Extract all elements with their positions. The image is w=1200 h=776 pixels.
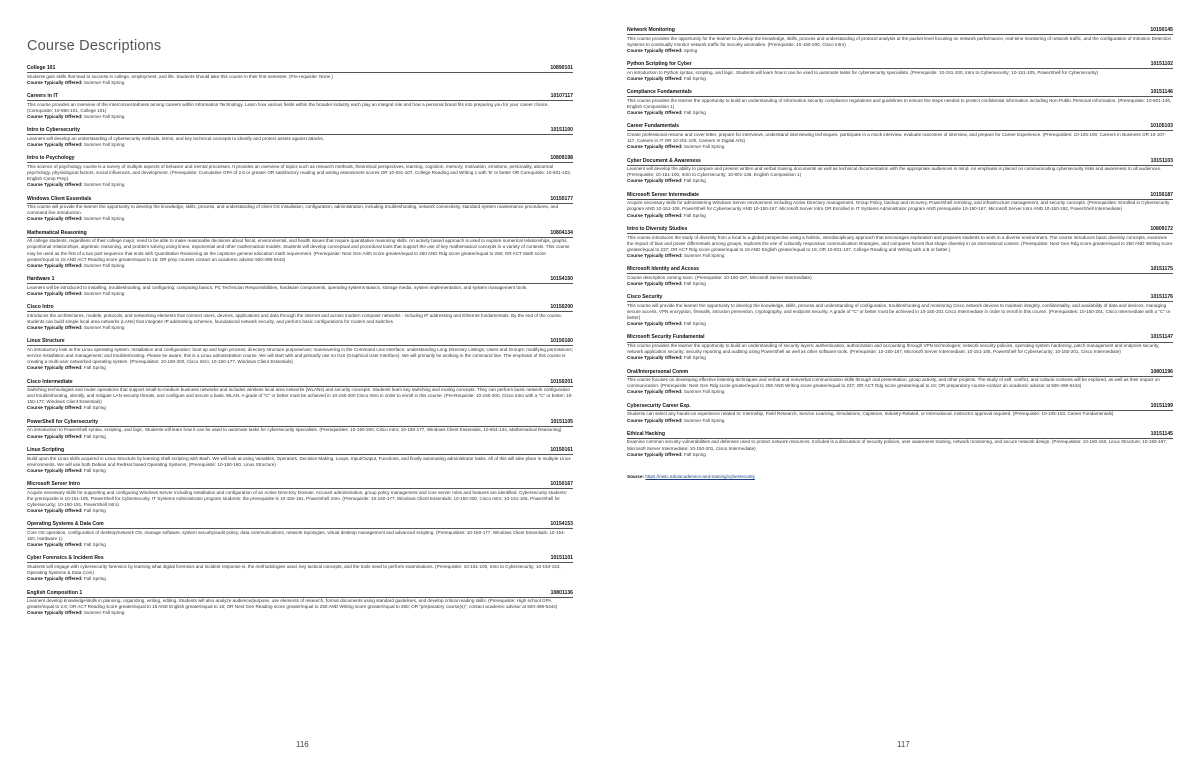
offered-label: Course Typically Offered:	[27, 290, 83, 296]
source-line	[627, 474, 1173, 479]
course-description: Students will engage with cybersecurity forensics by learning what digital forensics and incident response is, the methodologies used, key tactical concepts, and the tools need to perform examinations. (Prerequisite: 10-151-100, Intro to Cybersecurity; 10-154-153, Operating Systems & Data Com)	[27, 564, 561, 576]
course-header	[27, 155, 573, 163]
course-description: An introduction to Python syntax, scripting, and logic. Students will learn how it can be used to automate tasks for cybersecurity specialists. (Prerequisite: 10-151-100, Intro to Cybersecurity; 10-151-105, PowerShell for Cybersecurity)	[627, 69, 1099, 75]
course-entry	[627, 89, 1173, 116]
course-code: 10804134	[550, 229, 573, 236]
offered-label: Course Typically Offered:	[627, 355, 683, 361]
course-entry	[627, 369, 1173, 396]
offered-terms: Fall Spring	[683, 75, 706, 81]
offered-terms: Summer Fall Spring	[83, 262, 125, 268]
course-header	[627, 266, 1173, 274]
course-header	[627, 431, 1173, 439]
course-code: 10150177	[550, 195, 573, 202]
course-header	[27, 555, 573, 563]
course-entry	[27, 65, 573, 86]
course-offered	[627, 452, 1173, 458]
offered-terms: Fall Spring	[83, 542, 106, 548]
course-code: 10890101	[550, 65, 573, 71]
course-name: Career Fundamentals	[627, 123, 680, 130]
offered-label: Course Typically Offered:	[27, 542, 83, 548]
offered-terms: Fall Spring	[83, 405, 106, 411]
course-name: Cisco Intermediate	[27, 378, 73, 385]
course-description: Students can select any hands-on experience related to: Internship, Field Research, Service Learning, Simulations, Capstone, Industry-Related, or International. Instructor approval required. (Prerequisite: 10-105-103, Career Fundamentals)	[627, 411, 1114, 417]
course-offered	[27, 508, 573, 514]
course-description: Acquire necessary skills for supporting and configuring Windows Server including installation and configuration of an Active Directory Domain. Account administration, group policy management and core server roles and features are identified. Cybersecurity students: the prerequisite is 10-151-105, PowerShell for Cybersecurity. IT Systems Administrator program students: the prerequisite is 10-150-191, PowerShell Intro. (Prerequisite: 10-150-177, Windows Client Essentials; 10-150-200, Cisco Intro; 10-151-105, PowerShell for Cybersecurity; 10-150-191, PowerShell Intro)	[27, 489, 568, 507]
offered-terms: Fall Spring	[683, 212, 706, 218]
course-description: This course will provide the learner the opportunity to develop the knowledge, skills, process and understanding of configuration, troubleshooting and monitoring Cisco network devices to maintain integrity, confidentiality, and availability of data and devices, managing secure access, VPN encryption, firewalls, intrusion prevention, cryptography, and endpoint security. A grade of "C" or better must be achieved in 10-150-201 Cisco Intermediate in order to enroll in this course. (Prerequisites: 10-150-201, Cisco Intermediate with a "C" or better)	[627, 302, 1171, 321]
course-header	[627, 294, 1173, 302]
course-entry	[27, 93, 573, 120]
course-name: Microsoft Security Fundamental	[627, 334, 705, 341]
course-name: Network Monitoring	[627, 27, 675, 33]
course-offered	[27, 365, 573, 371]
offered-label: Course Typically Offered:	[627, 451, 683, 457]
course-code: 10151102	[1150, 61, 1173, 68]
course-entry	[27, 127, 573, 148]
offered-label: Course Typically Offered:	[27, 365, 83, 371]
course-description: Students gain skills that lead to success in college, employment, and life. Students should take this course in their first semester. (Pre-requisite: None.)	[27, 73, 333, 79]
offered-label: Course Typically Offered:	[627, 75, 683, 81]
course-offered	[27, 291, 573, 297]
course-offered	[27, 405, 573, 411]
course-name: Intro to Psychology	[27, 155, 75, 162]
offered-label: Course Typically Offered:	[27, 182, 83, 188]
course-offered	[27, 216, 573, 222]
offered-label: Course Typically Offered:	[27, 610, 83, 616]
offered-terms: Summer Fall Spring	[83, 610, 125, 616]
offered-label: Course Typically Offered:	[27, 576, 83, 582]
offered-terms: Summer Fall Spring	[683, 389, 725, 395]
offered-terms: Fall Spring	[683, 280, 706, 286]
offered-label: Course Typically Offered:	[627, 212, 683, 218]
offered-label: Course Typically Offered:	[627, 144, 683, 150]
course-name: Careers in IT	[27, 93, 58, 100]
course-name: Compliance Fundamentals	[627, 89, 692, 96]
course-code: 10150160	[550, 338, 573, 345]
course-offered	[27, 434, 573, 440]
offered-label: Course Typically Offered:	[27, 405, 83, 411]
course-description: Learners develop knowledge/skills in planning, organizing, writing, editing. Students will also analyze audience/purpose, use elements of research, format documents using standard guidelines, and develop critical reading skills. (Prerequisite: High school GPA greater/equal to 2.6; OR ACT Reading score greater/equal to 16 AND English greater/equal to 18; OR Next Gen Reading score greater/equal to 250 AND Writing score greater/equal to 260; OR "preparatory course(s)", contact academic advisor at 920-498-5444)	[27, 598, 558, 610]
course-code: 10107117	[550, 93, 573, 100]
course-offered	[627, 178, 1173, 184]
course-header	[627, 61, 1173, 69]
offered-label: Course Typically Offered:	[627, 252, 683, 258]
course-name: Microsoft Identity and Access	[627, 266, 699, 273]
offered-terms: Spring	[683, 47, 698, 53]
offered-label: Course Typically Offered:	[627, 389, 683, 395]
course-name: Hardware 1	[27, 276, 55, 283]
course-name: Microsoft Server Intermediate	[627, 191, 699, 198]
course-entry	[627, 431, 1173, 458]
course-offered	[627, 418, 1173, 424]
course-description: This course focuses on developing effective listening techniques and verbal and nonverbal communication skills through oral presentation, group activity, and other projects. The study of self, conflict, and cultural contexts will be explored, as well as their impact on communication. (Prerequisite: Next Gen Rdg score greater/equal to 250 AND Writing score greater/equal to 237; OR ACT Rdg score greater/equal to 16; OR preparatory course-contact an academic advisor at 920-498-5444)	[627, 377, 1160, 389]
source-label: Source:	[627, 473, 645, 479]
course-entry	[627, 27, 1173, 54]
course-code: 10151146	[1150, 89, 1173, 96]
offered-terms: Fall Spring	[83, 576, 106, 582]
course-description: Course description coming soon. (Prerequisite: 10-150-187, Microsoft Server Intermediate)	[627, 274, 812, 280]
course-entry	[27, 447, 573, 474]
course-code: 10151176	[1150, 294, 1173, 301]
course-entry	[627, 192, 1173, 219]
course-entry	[627, 123, 1173, 150]
course-description: Learners will develop an understanding of cybersecurity methods, terms, and key technical concepts to identify and protect assets against attacks.	[27, 135, 324, 141]
offered-label: Course Typically Offered:	[627, 47, 683, 53]
offered-label: Course Typically Offered:	[627, 321, 683, 327]
course-entry	[27, 196, 573, 223]
course-description: This course provides an overview of the interconnectedness among careers within Information Technology. Learn how various fields within the broader industry each play an integral role and how a personal brand fits into preparing you for your career choice. (Corequisite: 10-890-101, College 101)	[27, 101, 549, 113]
course-code: 10150187	[1150, 191, 1173, 198]
course-code: 10151175	[1150, 266, 1173, 273]
course-entry	[27, 155, 573, 188]
offered-terms: Summer Fall Spring	[83, 79, 125, 85]
right-page	[600, 0, 1200, 776]
course-code: 10150161	[550, 446, 573, 453]
course-offered	[27, 142, 573, 148]
course-description: This course provides the learner the opportunity to build an understanding of information security compliance regulations and guidelines to ensure the steps needed to protect confidential information including Non-Public Personal Information. (Prerequisite: 10-801-136, English Composition 1)	[627, 97, 1172, 109]
course-offered	[627, 110, 1173, 116]
course-header	[627, 403, 1173, 411]
offered-terms: Fall Spring	[683, 110, 706, 116]
course-offered	[627, 321, 1173, 327]
course-entry	[627, 61, 1173, 82]
course-description: Acquire necessary skills for administering Windows Server environment including Active Directory management, Group Policy, backup and recovery, PowerShell remoting, and infrastructure management, and security concepts. (Prerequisites: Enrolled in Cybersecurity program AND 10-151-105, PowerShell for Cybersecurity AND 10-150-167, Microsoft Server Intro OR Enrolled in IT Systems Administrator program AND prerequisite 10-150-167, Microsoft Server Intro AND 10-150-192, PowerShell Intermediate)	[627, 200, 1170, 212]
course-offered	[27, 468, 573, 474]
offered-terms: Fall Spring	[683, 355, 706, 361]
course-name: Mathematical Reasoning	[27, 229, 87, 236]
course-name: Cyber Forensics & Incident Res	[27, 555, 104, 562]
course-header	[27, 230, 573, 238]
course-name: Python Scripting for Cyber	[627, 61, 692, 68]
course-name: Windows Client Essentials	[27, 195, 92, 202]
course-offered	[627, 253, 1173, 259]
course-header	[627, 123, 1173, 131]
course-description: Examine common security vulnerabilities and defenses used to protect network resources. Included is a discussion of security policies, user awareness training, network monitoring, and secure network design. (Prerequisites: 10-150-160, Linux Structure; 10-150-187, Microsoft Server Intermediate; 10-150-201, Cisco Intermediate)	[627, 439, 1168, 451]
course-description: All college students, regardless of their college major, need to be able to make reasonable decisions about fiscal, environmental, and health issues that require quantitative reasoning skills. An activity based approach is used to explore numerical relationships, graphs, proportional relationships, algebraic reasoning, and problem solving using linear, exponential and other mathematical models. Students will develop conceptual and procedural tools that support the use of key mathematical concepts in a variety of contexts. This course may be used as the first of a two part sequence that ends with Quantitative Reasoning as the capstone general education math requirement. (Prerequisite: Next Gen Arith score greater/equal to 250 AND Rdg score greater/equal to 250; OR ACT Math score greater/equal to 15 AND ACT Reading score greater/equal to 16; OR prep courses contact an academic advisor 920-498-5444)	[27, 238, 570, 262]
course-name: Cisco Intro	[27, 304, 54, 311]
course-description: Learners will be introduced to installing, troubleshooting, and configuring: computing basics, PC Technician Responsibilities, hardware components, operating systems Basics, storage media, system implementation, and system management tools.	[27, 284, 528, 290]
course-name: Operating Systems & Data Com	[27, 521, 104, 528]
course-name: Oral/Interpersonal Comm	[627, 368, 689, 375]
source-link[interactable]: https://nwtc.edu/academics-and-training/cybersecurity	[645, 473, 755, 479]
offered-terms: Summer Fall Spring	[683, 144, 725, 150]
course-code: 10151199	[1150, 402, 1173, 409]
course-code: 10150167	[550, 480, 573, 487]
course-entry	[627, 334, 1173, 361]
course-entry	[27, 304, 573, 331]
course-header	[627, 226, 1173, 234]
course-code: 10105103	[1150, 123, 1173, 130]
course-name: Linux Scripting	[27, 446, 65, 453]
offered-terms: Summer Fall Spring	[83, 142, 125, 147]
course-entry	[627, 294, 1173, 327]
offered-label: Course Typically Offered:	[27, 433, 83, 439]
course-name: Cisco Security	[627, 294, 663, 301]
offered-terms: Summer Fall Spring	[683, 252, 725, 258]
page-title: Course Descriptions	[27, 38, 162, 54]
course-name: Cyber Document & Awareness	[627, 157, 701, 164]
course-code: 10151145	[1150, 430, 1173, 437]
course-name: Linux Structure	[27, 338, 65, 345]
course-header	[627, 158, 1173, 166]
course-entry	[27, 230, 573, 269]
offered-terms: Summer Fall Spring	[83, 324, 125, 330]
offered-terms: Fall Spring	[83, 433, 106, 439]
course-description: This science of psychology course is a survey of multiple aspects of behavior and mental processes. It provides an overview of topics such as research methods, theoretical perspectives, learning, cognition, memory, motivation, emotions, personality, abnormal psychology, physiological factors, social influences, and development. (Prerequisite: Cumulative GPA of 2.6 or greater OR satisfactory reading and writing assessment scores OR 10-831-107, College Reading and Writing 1 with 'B' or better OR Corequisite: 10-831-102, English Comp Prep).	[27, 163, 572, 182]
course-offered	[627, 76, 1173, 82]
course-entry	[27, 555, 573, 582]
offered-terms: Summer Fall Spring	[683, 417, 725, 423]
offered-terms: Fall Spring	[683, 321, 706, 327]
offered-terms: Fall Spring	[83, 507, 106, 513]
course-offered	[27, 114, 573, 120]
course-name: Ethical Hacking	[627, 430, 665, 437]
offered-terms: Summer Fall Spring	[83, 182, 125, 188]
offered-label: Course Typically Offered:	[27, 113, 83, 119]
course-code: 10150201	[550, 378, 573, 385]
course-description: Create professional resume and cover letter, prepare for interviews, understand interviewing techniques, participate in a mock interview, evaluate outcomes of interview, and prepare for Career Experience. (Prerequisites: 10-105-100, Careers in Business OR 10-107-117, Careers in IT OR 10-201-100, Careers In Digital Arts)	[627, 132, 1167, 144]
course-code: 10151105	[550, 418, 573, 425]
course-name: PowerShell for Cybersecurity	[27, 418, 99, 425]
course-header	[27, 590, 573, 598]
course-offered	[27, 542, 573, 548]
course-code: 10151147	[1150, 334, 1173, 341]
course-code: 10809198	[550, 155, 573, 162]
course-header	[27, 338, 573, 346]
course-offered	[627, 355, 1173, 361]
offered-terms: Fall Spring	[83, 365, 106, 371]
course-description: An introductory look at the Linux operating system. Installation and configuration; boot up and login process; directory structure purpose/use; maneuvering in the Command Line Interface; understanding Long Directory Listings; Users and Groups; modifying permissions; service installation and management; and troubleshooting. Please be aware, this is a Linux administration course. We will start with and primarily use no GUI (Graphical User Interface). We will primarily be working in the command line. The emphasis of this course is creating a multi-user networked operating system. (Prerequisites: 10-150-200, Cisco Intro; 10-150-177, Windows Client Essentials)	[27, 346, 573, 365]
course-code: 10154153	[550, 521, 573, 528]
course-entry	[27, 481, 573, 514]
course-offered	[27, 182, 573, 188]
offered-terms: Summer Fall Spring	[83, 290, 125, 296]
course-offered	[627, 213, 1173, 219]
course-code: 10151100	[550, 127, 573, 134]
left-course-list	[27, 65, 573, 617]
course-header	[27, 304, 573, 312]
course-name: Intro to Diversity Studies	[627, 225, 688, 232]
course-offered	[627, 48, 1173, 54]
course-header	[627, 192, 1173, 200]
course-header	[27, 447, 573, 455]
offered-label: Course Typically Offered:	[27, 262, 83, 268]
course-entry	[27, 590, 573, 617]
course-offered	[627, 144, 1173, 150]
course-name: Intro to Cybersecurity	[27, 127, 80, 134]
course-name: Cybersecurity Career Exp.	[627, 402, 691, 409]
course-header	[27, 196, 573, 204]
offered-label: Course Typically Offered:	[27, 467, 83, 473]
course-description: An introduction to PowerShell syntax, scripting, and logic. Students will learn how it can be used to automate tasks for cybersecurity specialists. (Prerequisites: 10-150-200, Cisco Intro; 10-150-177, Windows Client Essentials, 10-804-134, Mathematical Reasoning)	[27, 427, 562, 433]
offered-label: Course Typically Offered:	[27, 216, 83, 222]
course-description: This course will provide the learner the opportunity to develop the knowledge, skills, process, and understanding of client OS installation, configuration, administration, including troubleshooting, network connectivity, standard system maintenance procedures, and command line introduction.	[27, 204, 559, 216]
course-code: 10150200	[550, 304, 573, 311]
offered-terms: Fall Spring	[683, 178, 706, 184]
course-description: Introduces the architectures, models, protocols, and networking elements that connect users, devices, applications and data through the internet and across modern computer networks - including IP addressing and Ethernet fundamentals. By the end of the course, students can build simple local area networks (LANs) that integrate IP addressing schemes, foundational network security, and perform basic configurations for routers and switches.	[27, 312, 563, 324]
right-course-list	[627, 27, 1173, 458]
course-description: Learners will develop the ability to prepare and present written and verbal training documents as well as technical documentation with the appropriate audiences in mind. An emphasis is placed on communicating cybersecurity risks and awareness to all audiences. (Prerequisite: 10-151-100, Intro to Cybersecurity; 10-801-136, English Composition 1)	[627, 166, 1162, 178]
page-number-left: 116	[296, 740, 309, 749]
offered-label: Course Typically Offered:	[27, 507, 83, 513]
course-description: This course provides the learner the opportunity to build an understanding of security layers; authentication, authorization and accounting through VPN technologies; network security policies, operating system hardening, patch management and endpoint security, network application security; security reporting and auditing using PowerShell as well as other software tools. (Prerequisite: 10-150-187, Microsoft Server Intermediate; 10-151-105, PowerShell for Cybersecurity; 10-150-201, Cisco Intermediate)	[627, 343, 1160, 355]
offered-label: Course Typically Offered:	[627, 178, 683, 184]
course-code: 10801136	[550, 589, 573, 596]
offered-label: Course Typically Offered:	[627, 280, 683, 286]
course-header	[27, 93, 573, 101]
course-entry	[27, 419, 573, 440]
course-name: English Composition 1	[27, 589, 83, 596]
offered-label: Course Typically Offered:	[27, 324, 83, 330]
course-entry	[627, 226, 1173, 259]
offered-label: Course Typically Offered:	[627, 110, 683, 116]
course-offered	[27, 325, 573, 331]
course-description: Core OS operation, configuration of desktop/network OS, manage software, system security/audit policy, data communications, network topologies, virtual desktop management and advanced scripting. (Prerequisites: 10-150-177, Windows Client Essentials; 10-154-150, Hardware 1)	[27, 529, 566, 541]
offered-terms: Fall Spring	[83, 467, 106, 473]
course-entry	[627, 266, 1173, 287]
course-entry	[627, 403, 1173, 424]
course-header	[627, 89, 1173, 97]
course-entry	[27, 379, 573, 412]
course-header	[27, 127, 573, 135]
course-entry	[27, 276, 573, 297]
course-entry	[27, 521, 573, 548]
course-code: 10150145	[1150, 27, 1173, 33]
course-code: 10151101	[550, 555, 573, 562]
course-name: College 101	[27, 65, 56, 71]
course-header	[627, 369, 1173, 377]
course-offered	[27, 576, 573, 582]
course-header	[27, 65, 573, 73]
course-header	[27, 481, 573, 489]
course-code: 10801196	[1150, 368, 1173, 375]
course-header	[627, 334, 1173, 342]
course-name: Microsoft Server Intro	[27, 480, 80, 487]
course-code: 10151103	[1150, 157, 1173, 164]
course-entry	[27, 338, 573, 371]
course-description: Switching technologies and router operations that support small-to-medium business networks and includes wireless local area networks (WLANs) and security concepts. Students learn key switching and routing concepts. They can perform basic network configuration and troubleshooting, identify, and mitigate LAN security threats, and configure and secure a basic WLAN. A grade of "C" or better must be achieved in 10-150-200 Cisco Intro in order to enroll in this course. (Pre-Requisite: 10-150-200, Cisco Intro with a "C" or better; 10-150-177, Windows Client Essentials)	[27, 387, 573, 405]
offered-label: Course Typically Offered:	[627, 417, 683, 423]
offered-terms: Summer Fall Spring	[83, 216, 125, 222]
course-offered	[27, 610, 573, 616]
course-entry	[627, 158, 1173, 185]
offered-label: Course Typically Offered:	[27, 142, 83, 147]
course-description: This course provides the opportunity for the learner to develop the knowledge, skills, process and understanding of protocol analysis at the packet level focusing on network performance, real-time monitoring of network traffic, and the configuration of Intrusion Detection Systems to continually monitor network traffic for security anomalies. (Prerequisite: 10-150-200, Cisco Intro)	[627, 35, 1172, 47]
course-offered	[627, 389, 1173, 395]
page-number-right: 117	[897, 740, 910, 749]
course-header	[27, 276, 573, 284]
course-header	[27, 379, 573, 387]
course-code: 10809172	[1150, 225, 1173, 232]
course-header	[627, 27, 1173, 35]
course-offered	[627, 281, 1173, 287]
offered-terms: Summer Fall Spring	[83, 113, 125, 119]
course-code: 10154150	[550, 276, 573, 283]
offered-terms: Fall Spring	[683, 451, 706, 457]
course-header	[27, 521, 573, 529]
course-description: This course introduces the study of diversity from a local to a global perspective using a holistic, interdisciplinary approach that encourages exploration and prepares students to work in a diverse environment. The course introduces basic diversity concepts, examines the impact of bias and power differentials among groups, explores the use of culturally responsive communication strategies, and compares forces that shape diversity in an international context. (Prerequisite: Next Gen Rdg score greater/equal to 250 AND Writing score greater/equal to 237; OR ACT Rdg score greater/equal to 16 AND English greater/equal to 15; OR 10-831-107, College Reading and Writing with a B or better.)	[627, 234, 1173, 252]
course-header	[27, 419, 573, 427]
course-description: Build upon the Linux skills acquired in Linux Structure by learning shell scripting with Bash. We will look at using Variables, Operators, Decision Making, Loops, Input/Output, Functions, and finally automating administrator tasks. All of this will take place in multiple Linux environments. We will use both Debian and RedHat based Operating Systems. (Prerequisite: 10-150-160, Linux Structure)	[27, 455, 571, 467]
offered-label: Course Typically Offered:	[27, 79, 83, 85]
course-offered	[27, 263, 573, 269]
course-offered	[27, 80, 573, 86]
